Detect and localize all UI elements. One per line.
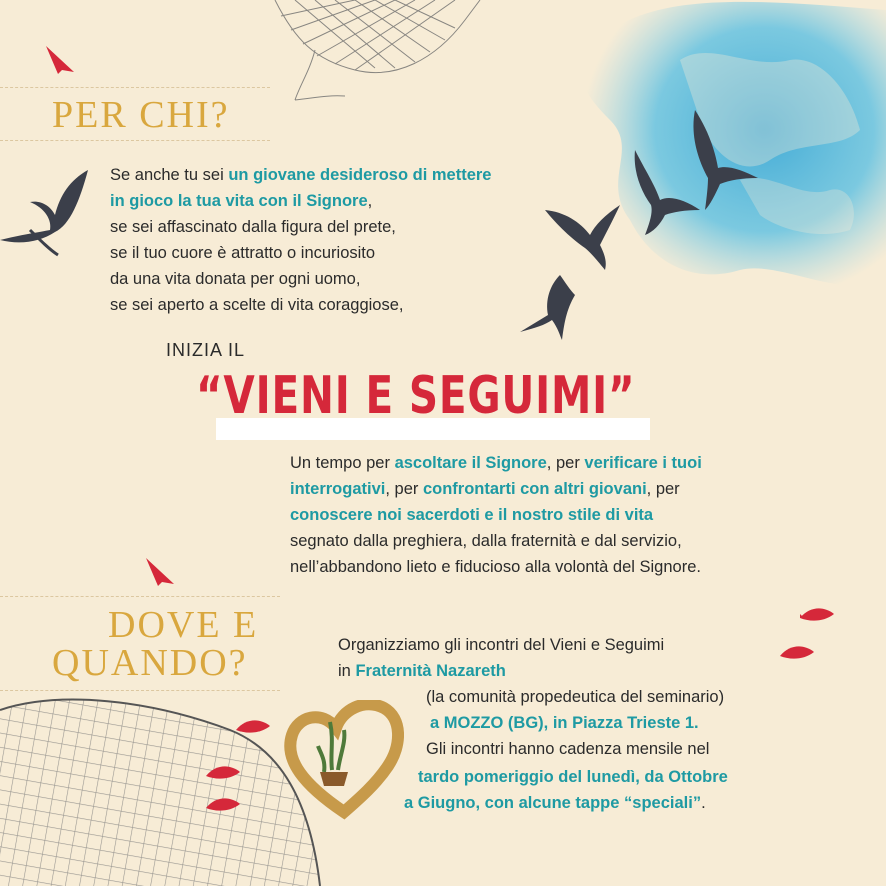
highlight-text: a Giugno, con alcune tappe “speciali” [404,794,702,812]
swallow-icon [520,270,590,340]
highlight-text: Fraternità Nazareth [355,662,506,680]
red-arrow-icon [44,44,76,76]
divider [0,87,270,88]
text-line [110,188,491,214]
text-segment: in [338,662,356,680]
text-line: (la comunità propedeutica del seminario) [426,688,725,706]
purpose-paragraph [290,450,702,580]
text-line: da una vita donata per ogni uomo, [110,270,361,288]
schedule-paragraph [404,764,728,816]
divider [0,690,280,691]
fish-icon [236,718,270,738]
text-line [290,476,702,502]
highlight-text: un giovane desideroso di mettere [228,166,492,184]
fish-icon [780,644,814,664]
divider [0,140,270,141]
text-line: se il tuo cuore è attratto o incuriosito [110,244,376,262]
text-line [338,658,664,684]
highlight-text: confrontarti con altri giovani [422,480,647,498]
banner-intro: INIZIA IL [166,340,246,360]
text-line [290,450,702,476]
fish-icon [206,796,240,816]
highlight-text: conoscere noi sacerdoti e il nostro stile di vita [290,506,654,524]
text-line [404,790,728,816]
section-heading-per-chi: PER CHI? [52,94,230,136]
text-line: segnato dalla preghiera, dalla fraternità e dal servizio, [290,532,682,550]
text-line: nell’abbandono lieto e fiducioso alla volontà del Signore. [290,558,701,576]
fish-icon [800,606,834,626]
intro-paragraph [110,162,491,318]
text-line: Organizziamo gli incontri del Vieni e Seguimi [338,636,665,654]
text-segment: . [701,794,706,812]
fish-icon [206,764,240,784]
swallow-icon [0,160,110,260]
highlight-text: ascoltare il Signore [394,454,547,472]
highlight-text: in gioco la tua vita con il Signore [110,192,368,210]
highlight-text: interrogativi [290,480,386,498]
text-segment: , per [385,480,423,498]
swallow-icon [545,200,625,270]
section-heading-dove-line1: DOVE E [108,604,259,646]
highlight-text: tardo pomeriggio del lunedì, da Ottobre [418,768,728,786]
highlight-text: verificare i tuoi [584,454,702,472]
text-segment: , [367,192,373,210]
text-line [110,162,491,188]
swallow-icon [680,110,760,210]
text-segment: Se anche tu sei [110,166,229,184]
net-illustration-bottom [0,690,330,886]
banner-title: “VIENI E SEGUIMI” [196,366,636,426]
divider [0,596,280,597]
text-segment: , per [646,480,680,498]
net-illustration-top [255,0,515,110]
section-heading-quando-line2: QUANDO? [52,642,248,684]
text-segment: Un tempo per [290,454,395,472]
red-arrow-icon [144,556,176,588]
text-line: se sei affascinato dalla figura del prete, [110,218,396,236]
location-paragraph-a [338,632,664,684]
text-line: se sei aperto a scelte di vita coraggiose, [110,296,404,314]
heart-logo-icon [284,700,404,820]
highlight-text: a MOZZO (BG), in Piazza Trieste 1. [430,714,699,732]
text-segment: , per [546,454,585,472]
text-line: Gli incontri hanno cadenza mensile nel [426,740,710,758]
location-paragraph-b [426,684,724,762]
